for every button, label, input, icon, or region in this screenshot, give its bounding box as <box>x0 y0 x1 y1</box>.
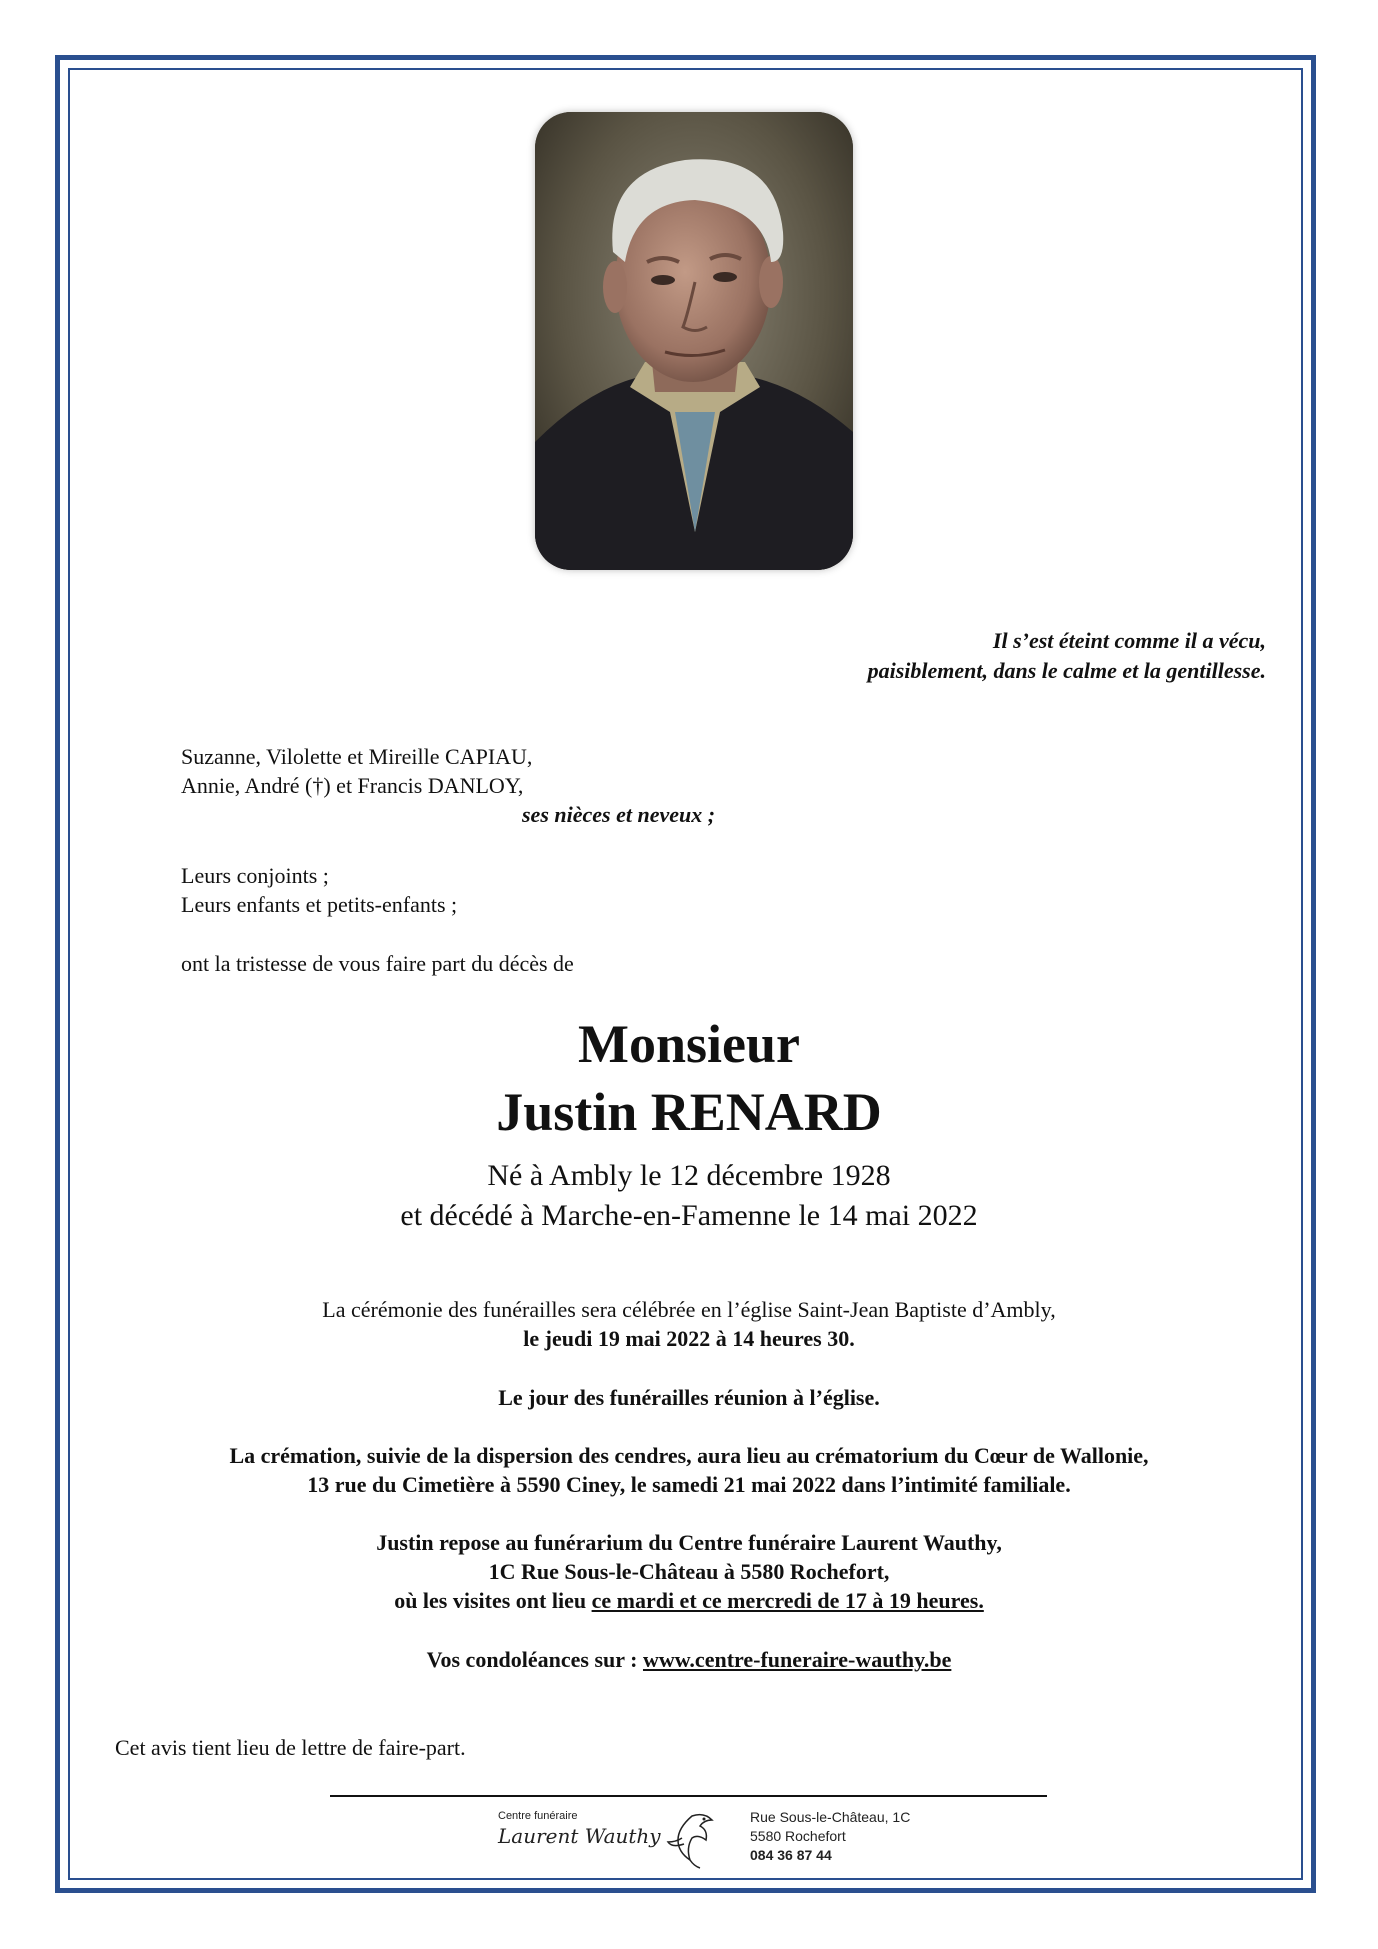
visitation-info <box>0 1528 1378 1615</box>
footer-address <box>750 1808 910 1865</box>
visitation-line-3 <box>0 1586 1378 1615</box>
cremation-line-2: 13 rue du Cimetière à 5590 Ciney, le samedi 21 mai 2022 dans l’intimité familiale. <box>307 1472 1071 1497</box>
family-line-1: Suzanne, Vilolette et Mireille CAPIAU, <box>181 744 533 769</box>
relatives-line-1: Leurs conjoints ; <box>181 863 329 888</box>
footer-divider <box>330 1795 1047 1797</box>
ceremony-date: le jeudi 19 mai 2022 à 14 heures 30. <box>523 1326 855 1351</box>
brand-name: Laurent Wauthy <box>498 1824 661 1848</box>
condolences-link[interactable]: www.centre-funeraire-wauthy.be <box>642 1647 952 1672</box>
condolences-info <box>0 1645 1378 1674</box>
deceased-honorific: Monsieur <box>578 1014 800 1074</box>
relatives-line-2: Leurs enfants et petits-enfants ; <box>181 892 458 917</box>
visitation-hours: ce mardi et ce mercredi de 17 à 19 heures. <box>591 1588 984 1613</box>
notice-note: Cet avis tient lieu de lettre de faire-part. <box>115 1735 466 1760</box>
phone-number: 084 36 87 44 <box>750 1847 832 1863</box>
deceased-dates <box>0 1156 1378 1236</box>
ceremony-info <box>0 1295 1378 1353</box>
visitation-line-1: Justin repose au funérarium du Centre funéraire Laurent Wauthy, <box>376 1530 1002 1555</box>
birth-line: Né à Ambly le 12 décembre 1928 <box>487 1159 891 1192</box>
visitation-line-2: 1C Rue Sous-le-Château à 5580 Rochefort, <box>488 1559 890 1584</box>
epitaph-line-2: paisiblement, dans le calme et la gentillesse. <box>867 658 1266 683</box>
announcement-text: ont la tristesse de vous faire part du décès de <box>181 951 574 976</box>
condolences-label: Vos condoléances sur : <box>426 1647 643 1672</box>
death-line: et décédé à Marche-en-Famenne le 14 mai 2022 <box>400 1199 978 1232</box>
ceremony-line-1: La cérémonie des funérailles sera célébrée en l’église Saint-Jean Baptiste d’Ambly, <box>322 1297 1056 1322</box>
meeting-info: Le jour des funérailles réunion à l’église. <box>498 1385 880 1410</box>
cremation-line-1: La crémation, suivie de la dispersion des cendres, aura lieu au crématorium du Cœur de Wallonie, <box>229 1443 1149 1468</box>
brand-subtitle: Centre funéraire <box>498 1810 578 1822</box>
visitation-prefix: où les visites ont lieu <box>394 1588 592 1613</box>
address-city: 5580 Rochefort <box>750 1828 846 1844</box>
funeral-home-footer <box>496 1806 916 1876</box>
dove-icon <box>664 1808 720 1872</box>
family-line-2: Annie, André (†) et Francis DANLOY, <box>181 773 524 798</box>
family-role: ses nièces et neveux ; <box>522 802 716 827</box>
family-list <box>181 742 715 829</box>
portrait-photo <box>535 112 853 570</box>
portrait-illustration <box>535 112 853 570</box>
deceased-name: Justin RENARD <box>496 1082 882 1142</box>
cremation-info <box>0 1441 1378 1499</box>
epitaph-line-1: Il s’est éteint comme il a vécu, <box>992 628 1266 653</box>
relatives-list <box>181 861 457 919</box>
address-street: Rue Sous-le-Château, 1C <box>750 1809 911 1825</box>
epitaph-quote <box>868 626 1266 686</box>
